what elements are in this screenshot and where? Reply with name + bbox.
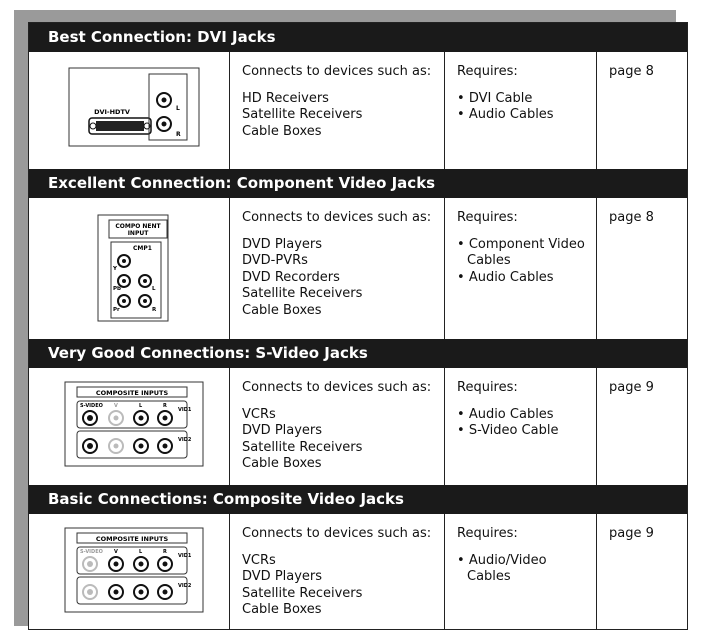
jack-label-v: V	[114, 549, 118, 555]
devices-heading: Connects to devices such as:	[242, 210, 432, 225]
jack-image-cell	[29, 514, 229, 629]
requirement-item: • Audio Cables	[457, 107, 596, 124]
vid2-label: VID2	[178, 437, 192, 443]
devices-cell	[229, 198, 444, 339]
vid1-label: VID1	[178, 407, 192, 413]
jack-label-r: R	[163, 549, 167, 555]
table-row	[29, 52, 687, 169]
requires-heading: Requires:	[457, 380, 518, 395]
device-item: Cable Boxes	[242, 602, 322, 617]
table-row	[29, 198, 687, 339]
vid1-label: VID1	[178, 553, 192, 559]
dvi-label: DVI-HDTV	[94, 108, 130, 116]
composite-jack-illustration	[29, 514, 229, 629]
page-ref-cell	[596, 198, 687, 339]
table-row	[29, 368, 687, 485]
device-item: VCRs	[242, 406, 276, 422]
section-header: Excellent Connection: Component Video Jacks	[29, 169, 687, 198]
jack-label-y: Y	[113, 266, 117, 272]
connections-table	[28, 22, 688, 630]
requirement-item-continued: Cables	[467, 569, 511, 584]
page-reference: page 8	[609, 210, 654, 225]
requires-cell	[444, 368, 596, 485]
requirement-item: • Audio/Video	[457, 553, 596, 570]
jack-label-r: R	[163, 403, 167, 409]
jack-label-l: L	[176, 105, 180, 112]
requirement-item: • Component Video	[457, 237, 596, 254]
section-header: Very Good Connections: S-Video Jacks	[29, 339, 687, 368]
device-item: DVD-PVRs	[242, 253, 308, 268]
section-header: Best Connection: DVI Jacks	[29, 23, 687, 52]
jack-label-r: R	[176, 131, 181, 138]
device-item: VCRs	[242, 552, 276, 568]
requirement-item-continued: Cables	[467, 253, 511, 268]
devices-heading: Connects to devices such as:	[242, 64, 432, 79]
component-title: COMPO NENT	[115, 223, 161, 230]
jack-image-cell	[29, 368, 229, 485]
section-header: Basic Connections: Composite Video Jacks	[29, 485, 687, 514]
requires-cell	[444, 52, 596, 169]
page-reference: page 9	[609, 526, 654, 541]
requirement-item: • DVI Cable	[457, 91, 596, 108]
jack-label-l: L	[152, 286, 156, 292]
device-item: Satellite Receivers	[242, 585, 363, 601]
page-ref-cell	[596, 368, 687, 485]
composite-title: COMPOSITE INPUTS	[95, 389, 169, 397]
device-item: DVD Players	[242, 569, 323, 584]
svideo-label: S-VIDEO	[80, 403, 103, 409]
device-item: DVD Players	[242, 423, 323, 438]
devices-cell	[229, 368, 444, 485]
requires-cell	[444, 198, 596, 339]
composite-title: COMPOSITE INPUTS	[95, 535, 169, 543]
jack-label-l: L	[139, 403, 143, 409]
requires-heading: Requires:	[457, 210, 518, 225]
component-jack-illustration	[29, 198, 229, 339]
requires-heading: Requires:	[457, 64, 518, 79]
device-item: Satellite Receivers	[242, 107, 363, 122]
device-item: Satellite Receivers	[242, 286, 363, 301]
jack-label-r: R	[152, 307, 157, 313]
device-item: Satellite Receivers	[242, 439, 363, 455]
devices-heading: Connects to devices such as:	[242, 380, 432, 395]
svideo-label: S-VIDEO	[80, 549, 103, 555]
jack-label-pb: Pb	[113, 286, 121, 292]
device-item: Cable Boxes	[242, 302, 322, 318]
dvi-jack-illustration	[29, 52, 229, 169]
requires-cell	[444, 514, 596, 629]
requirement-item: • S-Video Cable	[457, 423, 596, 440]
page-reference: page 8	[609, 64, 654, 79]
requirement-item: • Audio Cables	[457, 270, 596, 287]
page-reference: page 9	[609, 380, 654, 395]
device-item: Cable Boxes	[242, 123, 322, 139]
page-ref-cell	[596, 52, 687, 169]
table-row	[29, 514, 687, 629]
device-item: HD Receivers	[242, 90, 329, 106]
devices-heading: Connects to devices such as:	[242, 526, 432, 541]
jack-label-v: V	[114, 403, 118, 409]
device-item: DVD Recorders	[242, 269, 340, 285]
device-item: DVD Players	[242, 236, 323, 252]
requires-heading: Requires:	[457, 526, 518, 541]
component-subtitle: INPUT	[127, 230, 149, 237]
cmp-label: CMP1	[133, 245, 152, 252]
vid2-label: VID2	[178, 583, 192, 589]
jack-label-l: L	[139, 549, 143, 555]
devices-cell	[229, 514, 444, 629]
jack-image-cell	[29, 52, 229, 169]
page-ref-cell	[596, 514, 687, 629]
jack-label-pr: Pr	[113, 307, 120, 313]
jack-image-cell	[29, 198, 229, 339]
devices-cell	[229, 52, 444, 169]
requirement-item: • Audio Cables	[457, 407, 596, 424]
device-item: Cable Boxes	[242, 456, 322, 471]
svideo-jack-illustration	[29, 368, 229, 485]
